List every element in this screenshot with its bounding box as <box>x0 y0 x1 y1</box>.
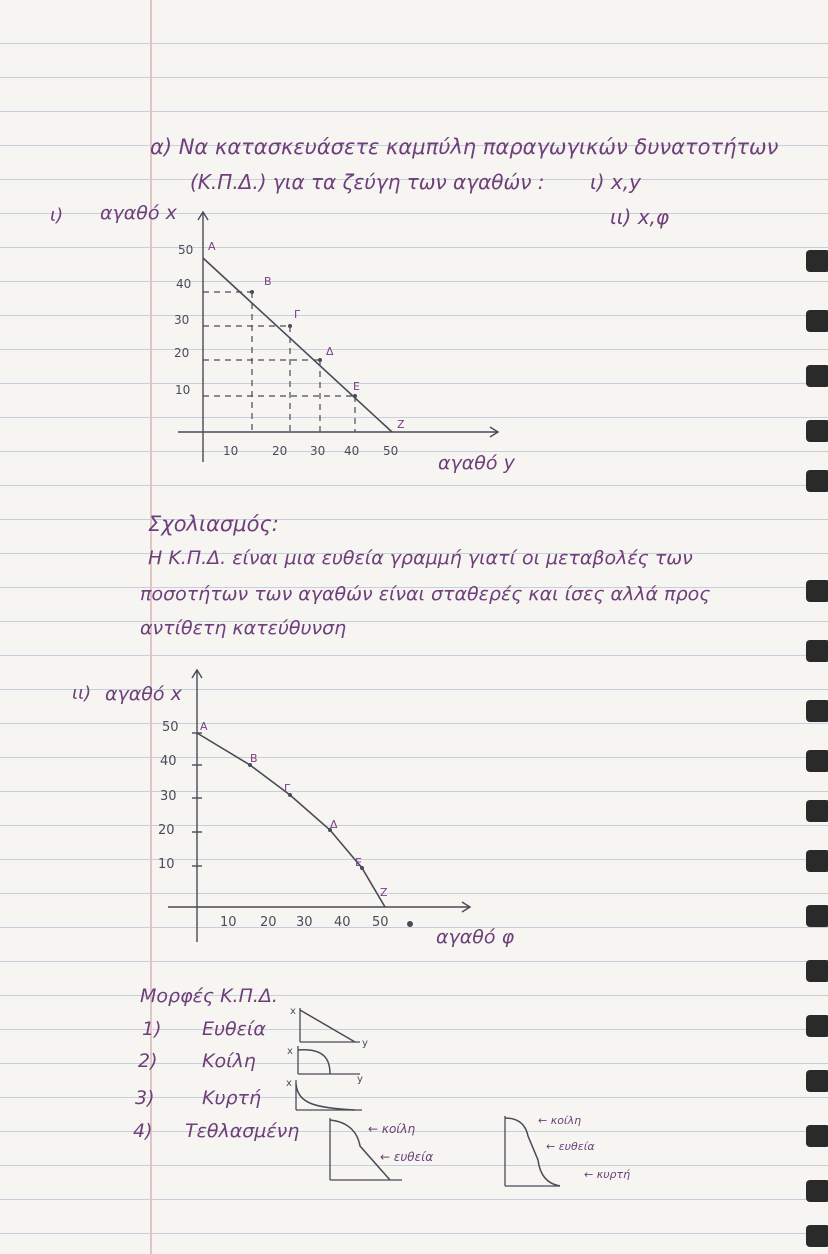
graph1-ytick-20: 20 <box>174 346 190 360</box>
form-straight-sketch <box>300 1008 360 1042</box>
comment-line-3: αντίθετη κατεύθυνση <box>140 617 347 639</box>
graph2-ytick-20: 20 <box>158 823 175 838</box>
graph1-label-b: B <box>264 275 272 288</box>
graph1-ytick-10: 10 <box>175 383 191 397</box>
graph1-label-z: Ζ <box>397 418 405 431</box>
form1-axis-y: y <box>362 1038 368 1049</box>
forms-title: Μορφές Κ.Π.Δ. <box>140 985 278 1007</box>
form-broken-sketch-2 <box>505 1116 560 1186</box>
graph1-ytick-40: 40 <box>176 277 192 291</box>
graph2-xtick-20: 20 <box>260 915 277 930</box>
graph2-label-g: Γ <box>284 782 291 795</box>
graph1-ytick-30: 30 <box>174 313 190 327</box>
graph1-xtick-30: 30 <box>310 444 326 458</box>
form-num-4: 4) <box>133 1120 153 1142</box>
graph2-label-b: B <box>250 752 258 765</box>
graph2-xtick-30: 30 <box>296 915 313 930</box>
form-label-4: Τεθλασμένη <box>185 1120 300 1142</box>
graph2-label: ιι) <box>72 683 92 704</box>
graph1-label-a: A <box>208 240 216 253</box>
form1-axis-x: x <box>290 1006 296 1017</box>
graph1-ytick-50: 50 <box>178 243 194 257</box>
graph1-y-axis-label: αγαθό x <box>100 202 177 224</box>
graph2-ytick-30: 30 <box>160 789 177 804</box>
question-line-2: (Κ.Π.Δ.) για τα ζεύγη των αγαθών : <box>190 170 545 194</box>
question-part-i: ι) x,y <box>590 170 641 194</box>
graph1-xtick-50: 50 <box>383 444 399 458</box>
graph1-xtick-10: 10 <box>223 444 239 458</box>
form-label-1: Ευθεία <box>202 1018 266 1040</box>
graph1-label-d: Δ <box>326 345 334 358</box>
form2-axis-y: y <box>357 1074 363 1085</box>
graph2-label-a: A <box>200 720 208 733</box>
form2-axis-x: x <box>287 1046 293 1057</box>
graph1-x-axis-label: αγαθό y <box>438 452 515 474</box>
graph2-xtick-10: 10 <box>220 915 237 930</box>
form-broken-sketch-1 <box>330 1118 402 1180</box>
comment-line-2: ποσοτήτων των αγαθών είναι σταθερές και ίσες αλλά προς <box>140 583 711 605</box>
form3-axis-x: x <box>286 1078 292 1089</box>
broken1-note-concave: ← κοίλη <box>368 1122 416 1136</box>
graph2-xtick-40: 40 <box>334 915 351 930</box>
graph2-ytick-40: 40 <box>160 754 177 769</box>
broken2-note-straight: ← ευθεία <box>546 1140 595 1153</box>
graph2-label-e: Ε <box>355 856 362 869</box>
question-part-ii: ιι) x,φ <box>610 205 670 229</box>
graph2-ytick-50: 50 <box>162 720 179 735</box>
graph1-xtick-40: 40 <box>344 444 360 458</box>
graph2-xtick-50: 50 <box>372 915 389 930</box>
broken2-note-convex: ← κυρτή <box>584 1168 631 1181</box>
graph2-y-axis-label: αγαθό x <box>105 683 182 705</box>
form-concave-sketch <box>298 1046 360 1074</box>
graph2-label-z: Ζ <box>380 886 388 899</box>
graph2-label-d: Δ <box>330 818 338 831</box>
question-line-1: α) Να κατασκευάσετε καμπύλη παραγωγικών δυνατοτήτων <box>150 135 779 159</box>
form-label-3: Κυρτή <box>202 1087 261 1109</box>
form-convex-sketch <box>296 1080 362 1110</box>
graph2-x-axis-label: αγαθό φ <box>436 926 515 948</box>
broken1-note-straight: ← ευθεία <box>380 1150 434 1164</box>
graph1-xtick-20: 20 <box>272 444 288 458</box>
graph2-ytick-10: 10 <box>158 857 175 872</box>
form-num-1: 1) <box>142 1018 162 1040</box>
comment-title: Σχολιασμός: <box>148 512 279 536</box>
graph1-label-g: Γ <box>294 308 301 321</box>
comment-line-1: Η Κ.Π.Δ. είναι μια ευθεία γραμμή γιατί οι μεταβολές των <box>148 547 693 569</box>
graph1-label: ι) <box>50 205 64 226</box>
form-num-2: 2) <box>138 1050 158 1072</box>
form-num-3: 3) <box>135 1087 155 1109</box>
graph1-label-e: Ε <box>353 380 360 393</box>
form-label-2: Κοίλη <box>202 1050 256 1072</box>
broken2-note-concave: ← κοίλη <box>538 1114 582 1127</box>
